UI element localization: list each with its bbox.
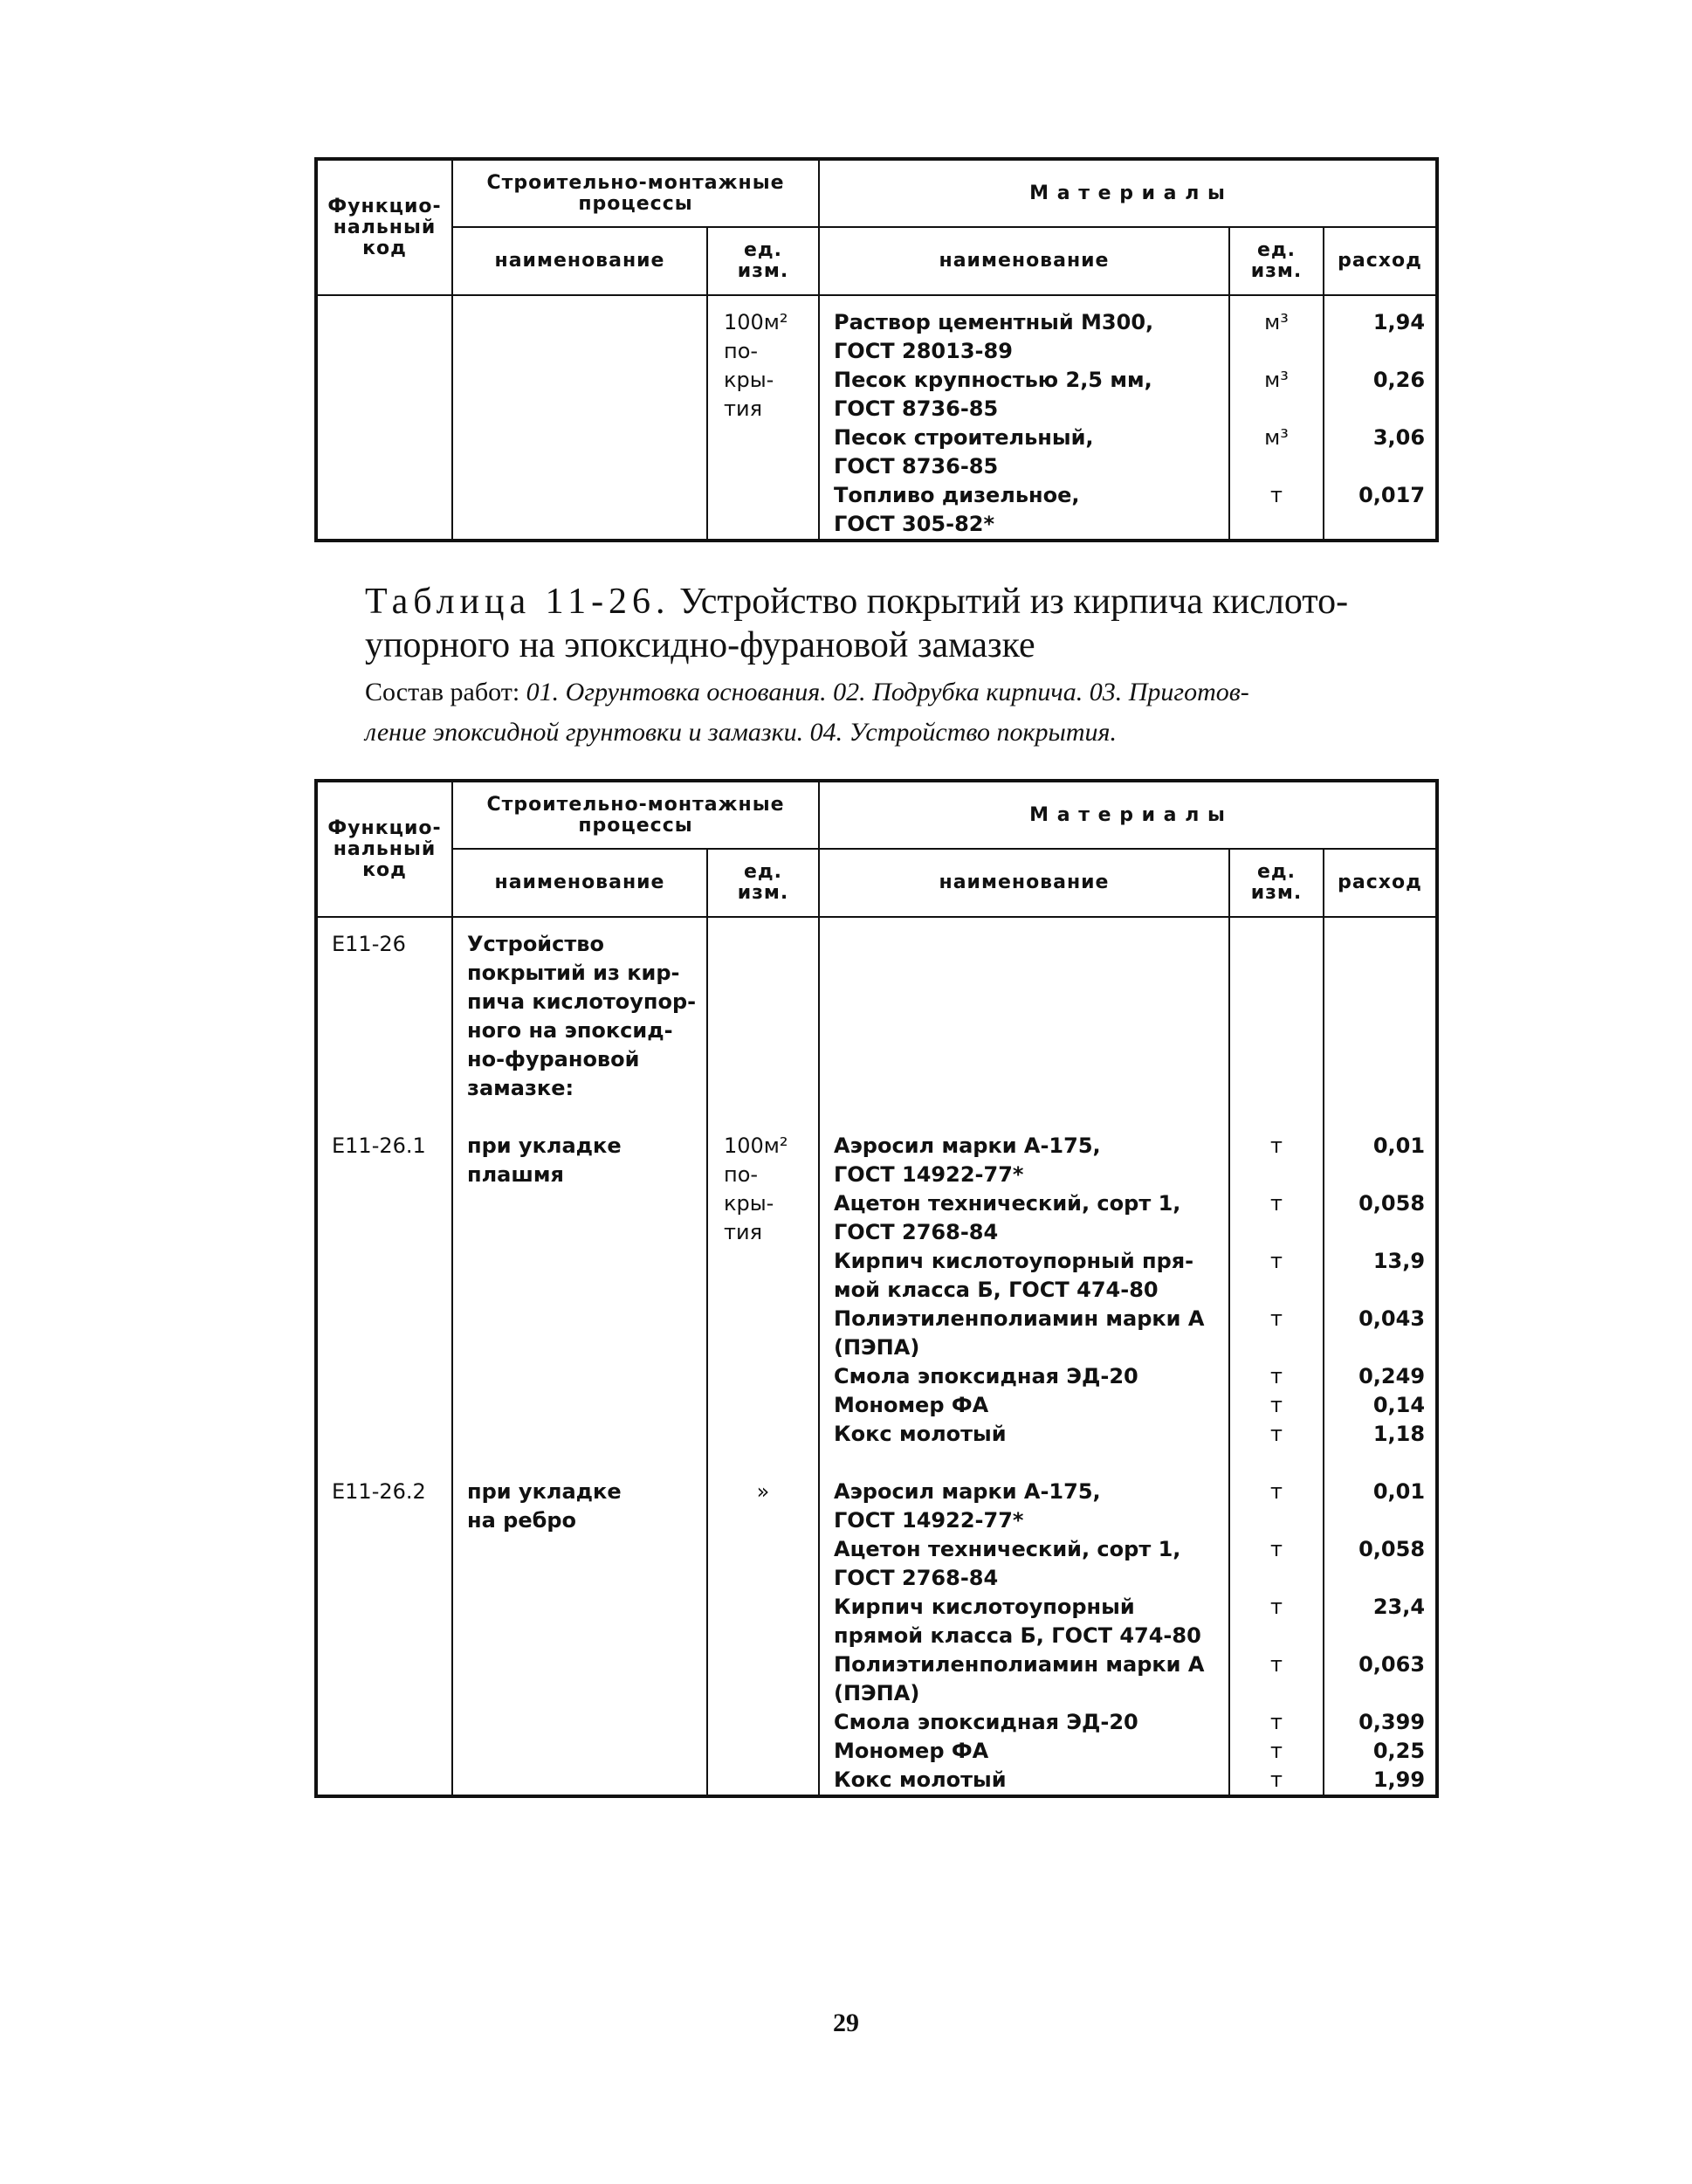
spacer	[1324, 1564, 1425, 1593]
spacer	[467, 1333, 698, 1362]
material-amount: 23,4	[1372, 1595, 1426, 1619]
header-material-name: наименование	[819, 227, 1229, 295]
spacer	[724, 1103, 818, 1132]
material-unit: т	[1270, 1767, 1283, 1792]
material-unit: т	[1270, 1191, 1283, 1216]
spacer	[1230, 988, 1323, 1016]
material-amount: 0,399	[1358, 1710, 1426, 1734]
spacer	[332, 988, 451, 1016]
spacer	[332, 1564, 451, 1593]
spacer	[332, 1708, 451, 1737]
material-unit: т	[1270, 1133, 1283, 1158]
spacer	[724, 1766, 818, 1795]
material-name-line: ГОСТ 2768-84	[834, 1566, 999, 1590]
spacer	[332, 1622, 451, 1650]
material-name-line: ГОСТ 14922-77*	[834, 1508, 1024, 1533]
spacer	[1324, 1218, 1425, 1247]
table-title-line2: упорного на эпоксидно-фурановой замазке	[365, 625, 1035, 665]
spacer	[724, 1391, 818, 1420]
spacer	[467, 1535, 698, 1564]
spacer	[332, 1333, 451, 1362]
header-name: наименование	[452, 227, 707, 295]
spacer	[724, 1305, 818, 1333]
group-name-line: пича кислотоупор-	[467, 989, 697, 1014]
material-unit: т	[1270, 483, 1283, 507]
row-name-line: на ребро	[467, 1508, 577, 1533]
composition-line2: ление эпоксидной грунтовки и замазки. 04. Устройство покрытия.	[365, 718, 1117, 747]
main-norms-table	[314, 779, 1439, 1798]
spacer	[1324, 1333, 1425, 1362]
material-name-line: Смола эпоксидная ЭД-20	[834, 1364, 1138, 1388]
material-name-line: Топливо дизельное,	[834, 483, 1080, 507]
spacer	[467, 1305, 698, 1333]
spacer	[1230, 1276, 1323, 1305]
spacer	[332, 1766, 451, 1795]
material-unit: т	[1270, 1393, 1283, 1417]
spacer	[467, 1103, 698, 1132]
material-name-line: Кокс молотый	[834, 1767, 1007, 1792]
header-material-unit: ед. изм.	[1229, 227, 1324, 295]
material-amount: 0,058	[1358, 1191, 1426, 1216]
row-unit-line: »	[756, 1479, 770, 1504]
table-title	[365, 580, 1448, 667]
material-name-line: (ПЭПА)	[834, 1681, 920, 1705]
spacer	[332, 1679, 451, 1708]
material-unit: т	[1270, 1595, 1283, 1619]
material-amount: 1,94	[1372, 310, 1426, 334]
spacer	[1324, 1161, 1425, 1189]
material-name-line: Раствор цементный М300,	[834, 310, 1154, 334]
spacer	[1324, 1506, 1425, 1535]
spacer	[1230, 1218, 1323, 1247]
page-number: 29	[833, 2008, 859, 2037]
header-processes: Строительно-монтажные процессы	[452, 781, 819, 849]
material-name-line: ГОСТ 14922-77*	[834, 1162, 1024, 1187]
material-name-line: Кирпич кислотоупорный пря-	[834, 1249, 1194, 1273]
material-amounts-column	[1324, 917, 1437, 1796]
process-unit-column	[707, 917, 819, 1796]
spacer	[1230, 1103, 1323, 1132]
spacer	[724, 1045, 818, 1074]
spacer	[332, 1506, 451, 1535]
spacer	[1324, 1622, 1425, 1650]
spacer	[724, 1333, 818, 1362]
header-materials: М а т е р и а л ы	[819, 781, 1437, 849]
spacer	[724, 1535, 818, 1564]
spacer	[724, 1593, 818, 1622]
spacer	[1230, 337, 1323, 366]
material-amount: 13,9	[1372, 1249, 1426, 1273]
spacer	[834, 959, 1220, 988]
material-amount: 0,058	[1358, 1537, 1426, 1561]
header-unit: ед. изм.	[707, 227, 819, 295]
spacer	[1230, 959, 1323, 988]
spacer	[467, 1622, 698, 1650]
material-unit: т	[1270, 1422, 1283, 1446]
spacer	[1324, 1679, 1425, 1708]
spacer	[332, 1535, 451, 1564]
code-cell	[316, 295, 452, 541]
work-composition	[365, 672, 1439, 753]
spacer	[1230, 1449, 1323, 1478]
material-units-column	[1229, 917, 1324, 1796]
spacer	[332, 1074, 451, 1103]
spacer	[332, 1016, 451, 1045]
spacer	[724, 1420, 818, 1449]
group-name-line: покрытий из кир-	[467, 961, 680, 985]
group-name-line: замазке:	[467, 1076, 574, 1100]
spacer	[467, 1420, 698, 1449]
process-unit-line: 100м²	[724, 310, 788, 334]
spacer	[1324, 1276, 1425, 1305]
material-amount: 0,043	[1358, 1306, 1426, 1331]
spacer	[834, 1103, 1220, 1132]
spacer	[467, 1276, 698, 1305]
header-unit: ед. изм.	[707, 849, 819, 917]
header-material-unit: ед. изм.	[1229, 849, 1324, 917]
spacer	[1230, 510, 1323, 539]
material-name-line: Ацетон технический, сорт 1,	[834, 1191, 1181, 1216]
material-name-line: ГОСТ 28013-89	[834, 339, 1013, 363]
spacer	[1230, 1506, 1323, 1535]
material-unit: т	[1270, 1537, 1283, 1561]
material-name-line: мой класса Б, ГОСТ 474-80	[834, 1278, 1159, 1302]
table-title-line1: Устройство покрытий из кирпича кислото-	[679, 582, 1349, 622]
spacer	[1230, 1679, 1323, 1708]
spacer	[332, 1362, 451, 1391]
spacer	[467, 1650, 698, 1679]
row-code: Е11-26.2	[332, 1479, 426, 1504]
material-names-cell	[819, 295, 1229, 541]
material-name-line: Полиэтиленполиамин марки А	[834, 1652, 1205, 1677]
header-processes: Строительно-монтажные процессы	[452, 159, 819, 227]
spacer	[332, 1218, 451, 1247]
spacer	[332, 1103, 451, 1132]
table-row	[316, 917, 1437, 1796]
material-name-line: (ПЭПА)	[834, 1335, 920, 1360]
row-unit-line: 100м²	[724, 1133, 788, 1158]
table-row	[316, 295, 1437, 541]
material-name-line: Кирпич кислотоупорный	[834, 1595, 1135, 1619]
spacer	[332, 959, 451, 988]
material-name-line: ГОСТ 2768-84	[834, 1220, 999, 1244]
spacer	[834, 1045, 1220, 1074]
material-unit: т	[1270, 1306, 1283, 1331]
spacer	[1324, 1045, 1425, 1074]
spacer	[332, 1737, 451, 1766]
spacer	[1230, 452, 1323, 481]
code-column	[316, 917, 452, 1796]
header-materials: М а т е р и а л ы	[819, 159, 1437, 227]
spacer	[467, 1708, 698, 1737]
spacer	[332, 1189, 451, 1218]
spacer	[1324, 337, 1425, 366]
material-units-cell	[1229, 295, 1324, 541]
spacer	[332, 1247, 451, 1276]
row-unit-line: тия	[724, 1220, 763, 1244]
process-unit-line: кры-	[724, 368, 774, 392]
spacer	[724, 1276, 818, 1305]
spacer	[467, 1218, 698, 1247]
header-consumption: расход	[1324, 227, 1437, 295]
material-name-line: Песок крупностью 2,5 мм,	[834, 368, 1152, 392]
row-unit-line: кры-	[724, 1191, 774, 1216]
material-unit: т	[1270, 1479, 1283, 1504]
spacer	[724, 1016, 818, 1045]
spacer	[1324, 1449, 1425, 1478]
material-name-line: Смола эпоксидная ЭД-20	[834, 1710, 1138, 1734]
group-name-line: Устройство	[467, 932, 604, 956]
spacer	[1324, 930, 1425, 959]
material-name-line: ГОСТ 305-82*	[834, 512, 995, 536]
material-amount: 0,01	[1372, 1133, 1426, 1158]
spacer	[724, 1362, 818, 1391]
spacer	[724, 1622, 818, 1650]
spacer	[332, 1391, 451, 1420]
spacer	[467, 1247, 698, 1276]
group-code: Е11-26	[332, 932, 406, 956]
material-amount: 1,99	[1372, 1767, 1426, 1792]
spacer	[724, 1506, 818, 1535]
header-consumption: расход	[1324, 849, 1437, 917]
material-amount: 0,249	[1358, 1364, 1426, 1388]
material-amount: 3,06	[1372, 425, 1426, 450]
row-unit-line: по-	[724, 1162, 759, 1187]
spacer	[724, 1737, 818, 1766]
composition-line1: 01. Огрунтовка основания. 02. Подрубка кирпича. 03. Приготов-	[526, 678, 1249, 706]
spacer	[724, 1564, 818, 1593]
spacer	[834, 988, 1220, 1016]
spacer	[467, 1189, 698, 1218]
spacer	[332, 1449, 451, 1478]
spacer	[1230, 1045, 1323, 1074]
spacer	[1324, 510, 1425, 539]
material-name-line: Песок строительный,	[834, 425, 1094, 450]
spacer	[1230, 1074, 1323, 1103]
process-unit-cell	[707, 295, 819, 541]
material-name-line: прямой класса Б, ГОСТ 474-80	[834, 1623, 1201, 1648]
material-name-line: Мономер ФА	[834, 1739, 989, 1763]
spacer	[1324, 452, 1425, 481]
material-unit: т	[1270, 1364, 1283, 1388]
spacer	[1230, 930, 1323, 959]
top-norms-table	[314, 157, 1439, 542]
material-name-line: Мономер ФА	[834, 1393, 989, 1417]
material-amount: 0,063	[1358, 1652, 1426, 1677]
spacer	[834, 1074, 1220, 1103]
table-number: Таблица 11-26.	[365, 582, 671, 622]
material-unit: т	[1270, 1249, 1283, 1273]
spacer	[332, 1420, 451, 1449]
material-unit: т	[1270, 1710, 1283, 1734]
spacer	[332, 1276, 451, 1305]
spacer	[724, 959, 818, 988]
spacer	[467, 1362, 698, 1391]
group-name-line: ного на эпоксид-	[467, 1018, 673, 1043]
material-name-line: Аэросил марки А-175,	[834, 1479, 1101, 1504]
spacer	[1230, 1622, 1323, 1650]
row-name-line: плашмя	[467, 1162, 564, 1187]
spacer	[1324, 1074, 1425, 1103]
material-amount: 1,18	[1372, 1422, 1426, 1446]
spacer	[724, 1247, 818, 1276]
material-amount: 0,017	[1358, 483, 1426, 507]
material-unit: т	[1270, 1652, 1283, 1677]
material-amount: 0,26	[1372, 368, 1426, 392]
group-name-line: но-фурановой	[467, 1047, 640, 1071]
process-unit-line: тия	[724, 396, 763, 421]
spacer	[332, 1161, 451, 1189]
spacer	[467, 1391, 698, 1420]
spacer	[467, 1737, 698, 1766]
spacer	[467, 1564, 698, 1593]
spacer	[467, 1679, 698, 1708]
spacer	[1324, 1103, 1425, 1132]
spacer	[332, 1593, 451, 1622]
material-amount: 0,14	[1372, 1393, 1426, 1417]
header-func-code: Функцио- нальный код	[316, 781, 452, 917]
material-name-line: Ацетон технический, сорт 1,	[834, 1537, 1181, 1561]
material-unit: т	[1270, 1739, 1283, 1763]
spacer	[724, 1708, 818, 1737]
spacer	[724, 1679, 818, 1708]
header-material-name: наименование	[819, 849, 1229, 917]
spacer	[1230, 1333, 1323, 1362]
spacer	[1324, 395, 1425, 424]
header-func-code: Функцио- нальный код	[316, 159, 452, 295]
row-name-line: при укладке	[467, 1479, 622, 1504]
spacer	[467, 1593, 698, 1622]
material-name-line: ГОСТ 8736-85	[834, 454, 999, 479]
spacer	[1230, 395, 1323, 424]
spacer	[834, 1449, 1220, 1478]
material-name-line: Кокс молотый	[834, 1422, 1007, 1446]
spacer	[1230, 1564, 1323, 1593]
spacer	[724, 988, 818, 1016]
process-unit-line: по-	[724, 339, 759, 363]
spacer	[1230, 1016, 1323, 1045]
material-unit: м³	[1264, 368, 1289, 392]
material-name-line: Аэросил марки А-175,	[834, 1133, 1101, 1158]
process-name-cell	[452, 295, 707, 541]
spacer	[1324, 988, 1425, 1016]
spacer	[332, 1305, 451, 1333]
spacer	[1324, 959, 1425, 988]
spacer	[724, 930, 818, 959]
material-name-line: Полиэтиленполиамин марки А	[834, 1306, 1205, 1331]
material-unit: м³	[1264, 425, 1289, 450]
header-name: наименование	[452, 849, 707, 917]
material-amounts-cell	[1324, 295, 1437, 541]
row-name-line: при укладке	[467, 1133, 622, 1158]
spacer	[834, 1016, 1220, 1045]
material-unit: м³	[1264, 310, 1289, 334]
spacer	[332, 1045, 451, 1074]
material-name-line: ГОСТ 8736-85	[834, 396, 999, 421]
material-amount: 0,01	[1372, 1479, 1426, 1504]
spacer	[834, 930, 1220, 959]
row-code: Е11-26.1	[332, 1133, 426, 1158]
spacer	[467, 1449, 698, 1478]
spacer	[724, 1449, 818, 1478]
spacer	[724, 1650, 818, 1679]
spacer	[1324, 1016, 1425, 1045]
spacer	[332, 1650, 451, 1679]
spacer	[724, 1074, 818, 1103]
spacer	[1230, 1161, 1323, 1189]
material-names-column	[819, 917, 1229, 1796]
material-amount: 0,25	[1372, 1739, 1426, 1763]
process-name-column	[452, 917, 707, 1796]
spacer	[467, 1766, 698, 1795]
composition-label: Состав работ:	[365, 678, 520, 706]
